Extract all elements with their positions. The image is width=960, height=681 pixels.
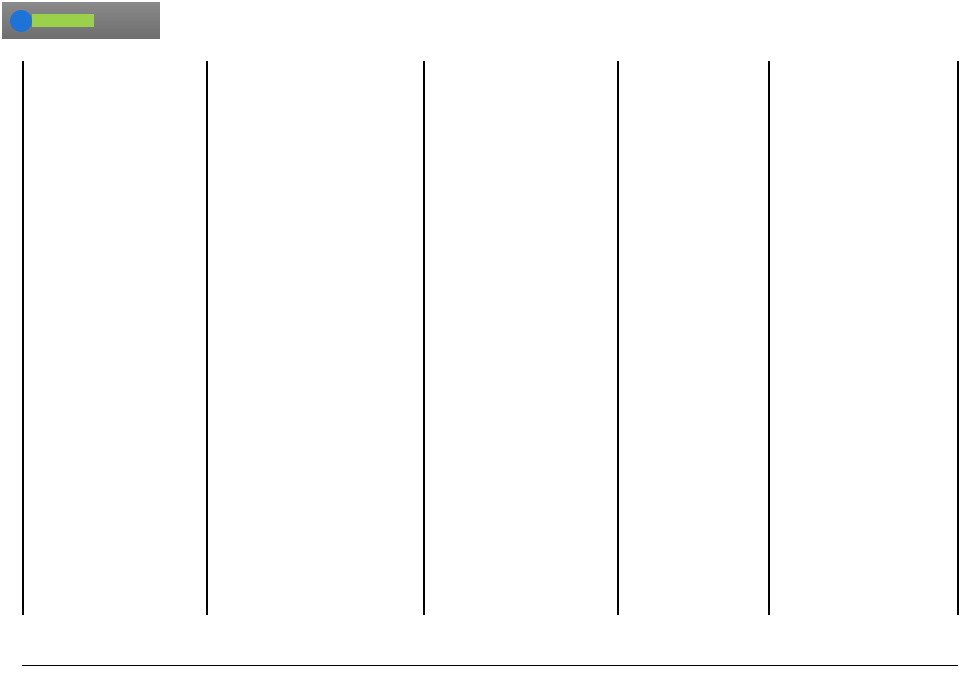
table-border-col5 bbox=[768, 61, 770, 615]
footer-divider bbox=[22, 665, 958, 666]
ruch-logo bbox=[2, 2, 160, 39]
table-border-left bbox=[22, 61, 24, 615]
table-border-col3 bbox=[423, 61, 425, 615]
table-border-right bbox=[957, 61, 959, 615]
logo-bar-icon bbox=[32, 14, 94, 27]
table-border-col4 bbox=[617, 61, 619, 615]
logo-circle-icon bbox=[10, 10, 32, 32]
table-border-col2 bbox=[206, 61, 208, 615]
